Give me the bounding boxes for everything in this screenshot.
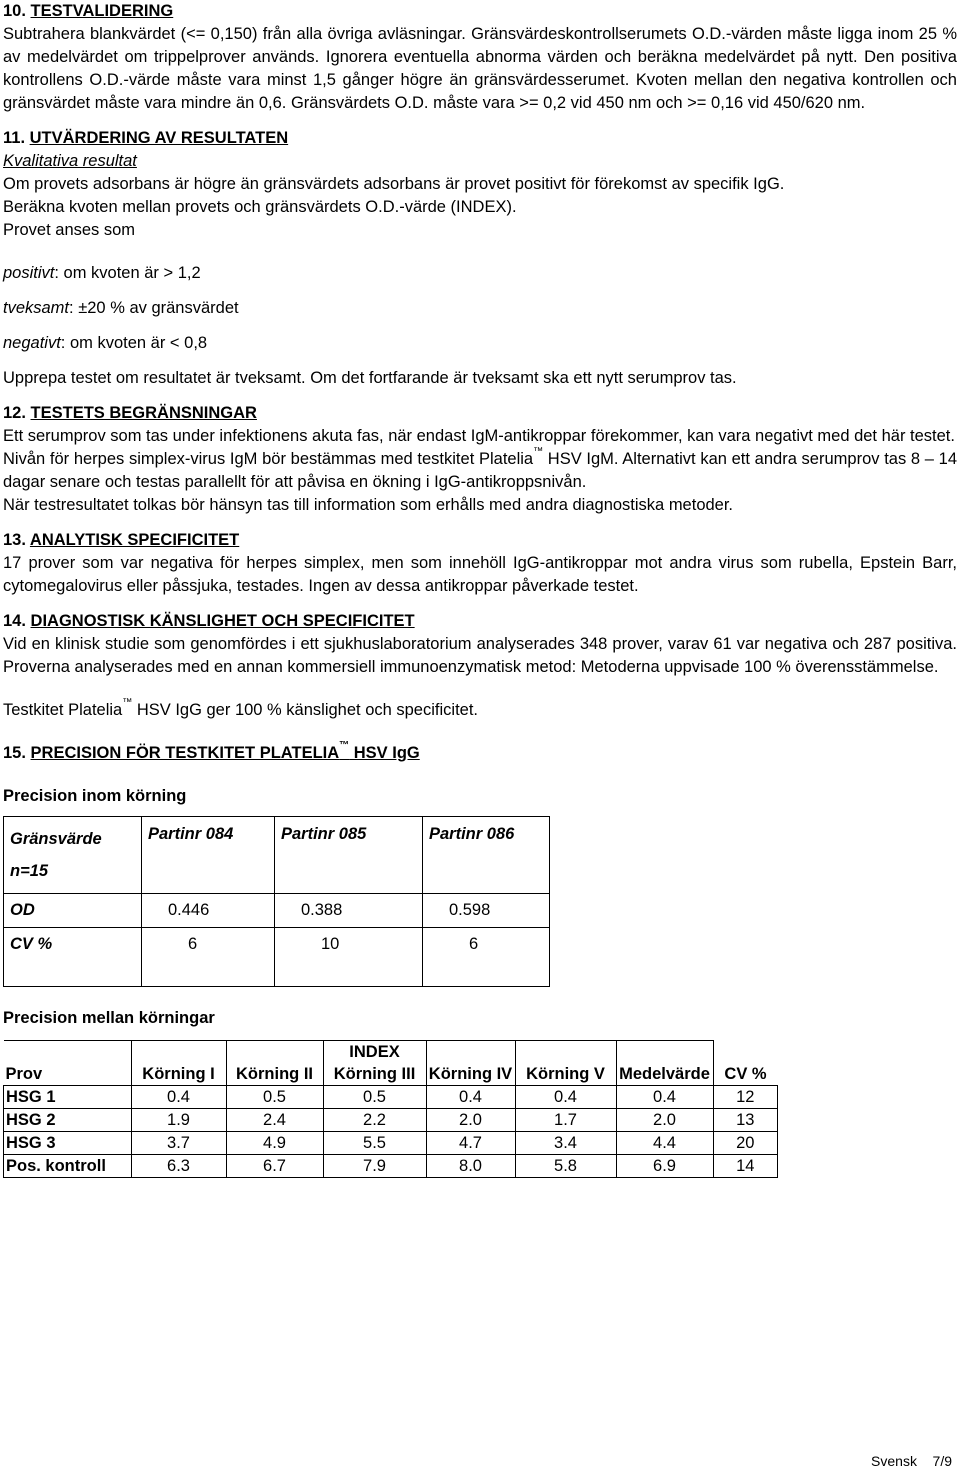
table-row: HSG 3 3.7 4.9 5.5 4.7 3.4 4.4 20 (4, 1132, 778, 1155)
section-11-line3: Provet anses som (3, 221, 136, 239)
section-15-heading (3, 742, 957, 765)
text-positive: : om kvoten är > 1,2 (54, 264, 201, 282)
between-run-table (3, 1040, 778, 1178)
section-14-p1: Vid en klinisk studie som genomfördes i ett sjukhuslaboratorium analyserades 348 prover, varav 61 var negativa och 287 positiva. Proverna analyserades med en annan kommersiell immunoenzymatisk metod: Metoderna uppvisade 100 % överensstämmelse. (3, 635, 957, 676)
section-13-heading (3, 529, 957, 552)
between-run-title: Precision mellan körningar (3, 1009, 215, 1027)
table-row: CV % 6 10 6 (4, 928, 550, 987)
section-12-heading (3, 402, 957, 425)
text-negative: : om kvoten är < 0,8 (60, 334, 208, 352)
header-cell: Partinr 086 (423, 817, 550, 894)
result-positive (3, 262, 957, 285)
section-11-line2: Beräkna kvoten mellan provets och gränsvärdets O.D.-värde (INDEX). (3, 198, 517, 216)
page-footer (871, 1450, 952, 1473)
section-title: UTVÄRDERING AV RESULTATEN (29, 129, 289, 147)
result-negative (3, 332, 957, 355)
header-cell: Medelvärde (616, 1063, 713, 1086)
section-12-p1: Ett serumprov som tas under infektionens akuta fas, när endast IgM-antikroppar förekommer, kan vara negativt med det här testet. (3, 427, 955, 445)
section-11-repeat: Upprepa testet om resultatet är tveksamt. Om det fortfarande är tveksamt ska ett nytt serumprov tas. (3, 369, 737, 387)
table-row: HSG 1 0.4 0.5 0.5 0.4 0.4 0.4 12 (4, 1086, 778, 1109)
trademark: ™ (533, 446, 544, 457)
section-title: ANALYTISK SPECIFICITET (29, 531, 240, 549)
header-cell: Körning III (323, 1063, 426, 1086)
header-cell: Partinr 085 (275, 817, 423, 894)
table-row: HSG 2 1.9 2.4 2.2 2.0 1.7 2.0 13 (4, 1109, 778, 1132)
term-equivocal: tveksamt (3, 299, 70, 317)
section-title: DIAGNOSTISK KÄNSLIGHET OCH SPECIFICITET (30, 612, 415, 630)
header-cell: Gränsvärde n=15 (4, 817, 142, 894)
header-cell: Körning II (226, 1063, 323, 1086)
trademark: ™ (339, 740, 350, 751)
trademark: ™ (122, 697, 133, 708)
table-row: Pos. kontroll 6.3 6.7 7.9 8.0 5.8 6.9 14 (4, 1155, 778, 1178)
header-cell: Prov (4, 1063, 132, 1086)
section-number: 10. (3, 2, 26, 20)
term-positive: positivt (3, 264, 55, 282)
header-cell: Körning IV (426, 1063, 515, 1086)
table-row: OD 0.446 0.388 0.598 (4, 894, 550, 928)
section-14-heading (3, 610, 957, 633)
index-header-row (4, 1041, 778, 1064)
section-14-p2: Testkitet Platelia™ HSV IgG ger 100 % känslighet och specificitet. (3, 697, 478, 719)
section-12-p2: Nivån för herpes simplex-virus IgM bör bestämmas med testkitet Platelia™ HSV IgM. Alternativt kan ett andra serumprov tas 8 – 14 dagar senare och testas parallellt för att påvisa en ökning i IgG-antikroppsnivån. (3, 446, 957, 491)
within-run-table (3, 816, 550, 987)
footer-page-number: 7/9 (932, 1453, 952, 1469)
section-11-line1: Om provets adsorbans är högre än gränsvärdets adsorbans är provet positivt för förekomst av specifik IgG. (3, 175, 785, 193)
section-number: 12. (3, 404, 26, 422)
section-number: 13. (3, 531, 26, 549)
section-10-body: Subtrahera blankvärdet (<= 0,150) från alla övriga avläsningar. Gränsvärdeskontrollserumets O.D.-värden måste ligga inom 25 % av medelvärdet om trippelprover används. Ignorera eventuella abnorma värden och beräkna medelvärdet på nytt. Den positiva kontrollens O.D.-värde måste vara minst 1,5 gånger högre än gränsvärdesserumet. Kvoten mellan den negativa kontrollen och gränsvärdet måste vara mindre än 0,6. Gränsvärdets O.D. måste vara >= 0,2 vid 450 nm och >= 0,16 vid 450/620 nm. (3, 25, 957, 112)
section-10-heading (3, 0, 957, 23)
header-cell: Körning V (515, 1063, 616, 1086)
section-number: 11. (3, 129, 26, 147)
section-12-p3: När testresultatet tolkas bör hänsyn tas till information som erhålls med andra diagnostiska metoder. (3, 496, 734, 514)
within-run-title: Precision inom körning (3, 787, 187, 805)
footer-language: Svensk (871, 1453, 917, 1469)
section-title: TESTETS BEGRÄNSNINGAR (30, 404, 257, 422)
result-equivocal (3, 297, 957, 320)
section-11-subtitle: Kvalitativa resultat (3, 152, 137, 170)
text-equivocal: : ±20 % av gränsvärdet (69, 299, 239, 317)
section-11-heading (3, 127, 957, 150)
index-label: INDEX (323, 1041, 426, 1064)
header-cell: Körning I (131, 1063, 226, 1086)
header-cell: Partinr 084 (142, 817, 275, 894)
section-number: 15. (3, 744, 26, 762)
document-page (3, 0, 957, 1178)
section-13-p1: 17 prover som var negativa för herpes simplex, men som innehöll IgG-antikroppar mot andra virus som rubella, Epstein Barr, cytomegalovirus eller påssjuka, testades. Ingen av dessa antikroppar påverkade testet. (3, 554, 957, 595)
table-header-row (4, 1063, 778, 1086)
section-title: TESTVALIDERING (30, 2, 174, 20)
term-negative: negativt (3, 334, 61, 352)
table-header-row (4, 817, 550, 894)
section-title: PRECISION FÖR TESTKITET PLATELIA™ HSV IgG (30, 740, 420, 762)
header-cell: CV % (724, 1065, 767, 1083)
section-number: 14. (3, 612, 26, 630)
